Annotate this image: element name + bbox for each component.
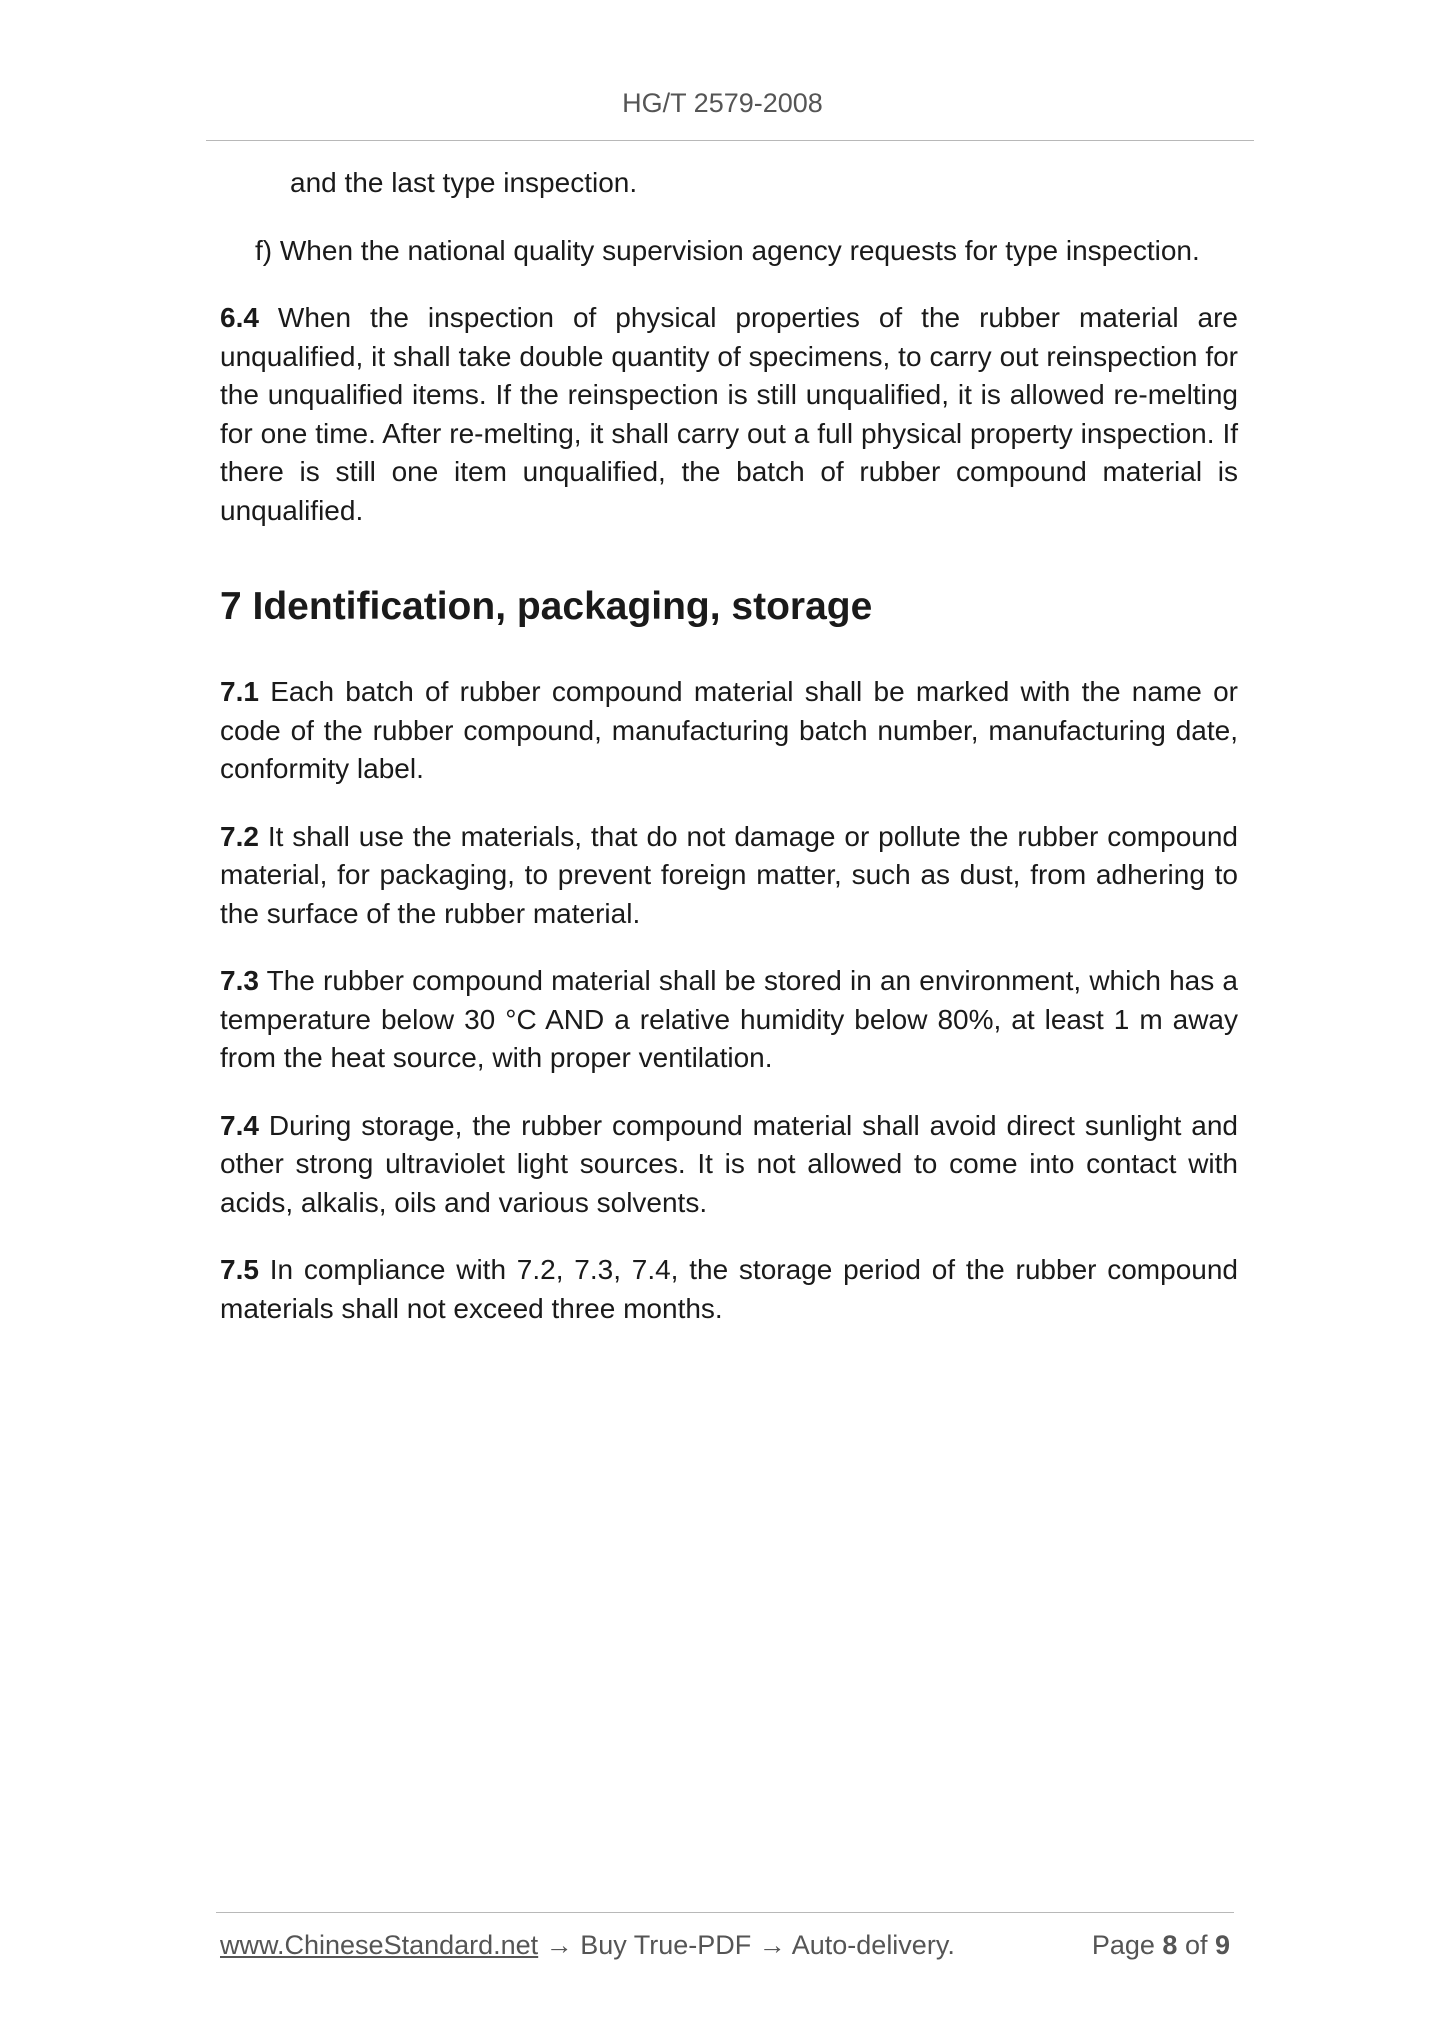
clause-7-4	[220, 1107, 1238, 1223]
clause-text: In compliance with 7.2, 7.3, 7.4, the storage period of the rubber compound materials shall not exceed three months.	[220, 1254, 1238, 1324]
clause-7-3	[220, 962, 1238, 1078]
clause-number: 7.4	[220, 1109, 259, 1141]
page-number	[1092, 1930, 1230, 1961]
continued-list-text: and the last type inspection.	[290, 167, 638, 198]
page-footer	[220, 1930, 1230, 1970]
clause-6-4	[220, 299, 1238, 530]
clause-text: When the inspection of physical properties of the rubber material are unqualified, it shall take double quantity of specimens, to carry out reinspection for the unqualified items. If the reinspection is still unqualified, it is allowed re-melting for one time. After re-melting, it shall carry out a full physical property inspection. If there is still one item unqualified, the batch of rubber compound material is unqualified.	[220, 302, 1238, 526]
list-item-f: f) When the national quality supervision agency requests for type inspection.	[255, 234, 1200, 266]
current-page: 8	[1162, 1930, 1178, 1960]
page-of-label: of	[1177, 1930, 1215, 1960]
clause-number: 7.1	[220, 676, 259, 707]
page-label: Page	[1091, 1930, 1163, 1960]
total-pages: 9	[1214, 1930, 1230, 1960]
section-heading: 7 Identification, packaging, storage	[220, 585, 873, 628]
page-header: HG/T 2579-2008	[622, 88, 823, 118]
clause-number: 7.5	[220, 1254, 259, 1285]
clause-text: Each batch of rubber compound material shall be marked with the name or code of the rubber compound, manufacturing batch number, manufacturing date, conformity label.	[220, 676, 1238, 784]
clause-number: 7.3	[220, 965, 259, 996]
website-link[interactable]: www.ChineseStandard.net	[220, 1930, 539, 1960]
clause-text: The rubber compound material shall be stored in an environment, which has a temperature below 30 °C AND a relative humidity below 80%, at least 1 m away from the heat source, with proper ventilation.	[220, 965, 1238, 1073]
clause-text: During storage, the rubber compound material shall avoid direct sunlight and other strong ultraviolet light sources. It is not allowed to come into contact with acids, alkalis, oils and various solvents.	[220, 1109, 1238, 1218]
footer-tagline: → Buy True-PDF → Auto-delivery.	[538, 1930, 955, 1960]
clause-number: 7.2	[220, 820, 259, 852]
document-body	[220, 164, 1238, 1357]
footer-divider	[216, 1912, 1234, 1913]
clause-7-1	[220, 673, 1238, 789]
clause-7-5	[220, 1251, 1238, 1328]
clause-7-2	[220, 818, 1238, 934]
clause-text: It shall use the materials, that do not damage or pollute the rubber compound material, for packaging, to prevent foreign matter, such as dust, from adhering to the surface of the rubber material.	[220, 820, 1238, 929]
clause-number: 6.4	[220, 302, 259, 333]
footer-promo	[220, 1930, 955, 1961]
header-divider	[206, 140, 1254, 141]
